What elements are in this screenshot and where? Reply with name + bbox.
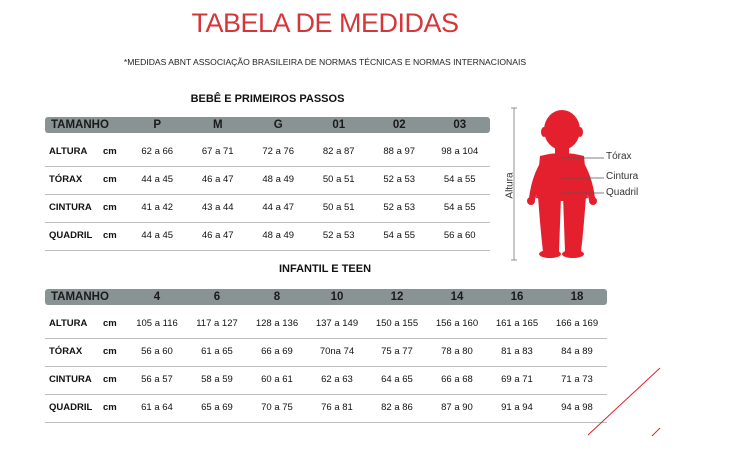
header-size-01: 01 — [332, 119, 346, 131]
row-label: ALTURA — [49, 318, 88, 329]
table-cell: 70na 74 — [319, 346, 355, 357]
header-size-02: 02 — [392, 119, 406, 131]
header-size-8: 8 — [273, 291, 281, 303]
header-size-16: 16 — [510, 291, 524, 303]
row-label: CINTURA — [49, 202, 92, 213]
table-cell: 62 a 66 — [141, 146, 174, 157]
teen-section-title: INFANTIL E TEEN — [278, 263, 372, 275]
table-header — [45, 289, 607, 305]
table-cell: 137 a 149 — [315, 318, 359, 329]
table-cell: 87 a 90 — [441, 402, 473, 413]
row-divider — [45, 194, 490, 195]
table-row — [45, 141, 490, 167]
header-size-G: G — [273, 119, 283, 131]
table-cell: 161 a 165 — [495, 318, 539, 329]
table-cell: 66 a 68 — [441, 374, 473, 385]
table-row — [45, 397, 607, 423]
table-cell: 67 a 71 — [201, 146, 234, 157]
row-label: CINTURA — [49, 374, 92, 385]
row-divider — [45, 394, 607, 395]
table-cell: 82 a 87 — [322, 146, 355, 157]
header-size-P: P — [153, 119, 162, 131]
table-cell: 46 a 47 — [201, 174, 234, 185]
table-cell: 117 a 127 — [196, 318, 238, 329]
table-cell: 78 a 80 — [441, 346, 473, 357]
table-cell: 91 a 94 — [501, 402, 533, 413]
row-unit: cm — [103, 402, 117, 413]
table-cell: 71 a 73 — [561, 374, 593, 385]
table-cell: 56 a 57 — [141, 374, 173, 385]
height-label: Altura — [504, 172, 516, 199]
table-cell: 150 a 155 — [375, 318, 419, 329]
row-unit: cm — [103, 146, 117, 157]
table-cell: 54 a 55 — [443, 202, 476, 213]
table-cell: 81 a 83 — [501, 346, 533, 357]
table-row — [45, 341, 607, 367]
header-size-18: 18 — [570, 291, 584, 303]
row-unit: cm — [103, 174, 117, 185]
table-header — [45, 117, 490, 133]
header-size-14: 14 — [450, 291, 464, 303]
row-unit: cm — [103, 374, 117, 385]
table-cell: 70 a 75 — [261, 402, 293, 413]
table-cell: 82 a 86 — [381, 402, 413, 413]
header-size-label: TAMANHO — [51, 119, 109, 131]
header-size-6: 6 — [213, 291, 221, 303]
row-unit: cm — [103, 318, 117, 329]
waist-label: Cintura — [606, 171, 639, 182]
header-size-12: 12 — [390, 291, 404, 303]
table-cell: 60 a 61 — [261, 374, 293, 385]
row-divider — [45, 338, 607, 339]
table-row — [45, 369, 607, 395]
header-size-label: TAMANHO — [51, 291, 109, 303]
row-label: QUADRIL — [49, 402, 93, 413]
row-unit: cm — [103, 230, 117, 241]
table-cell: 75 a 77 — [381, 346, 413, 357]
standards-note: *MEDIDAS ABNT ASSOCIAÇÃO BRASILEIRA DE NORMAS TÉCNICAS E NORMAS INTERNACIONAIS — [123, 57, 527, 67]
header-size-4: 4 — [153, 291, 161, 303]
table-cell: 76 a 81 — [321, 402, 353, 413]
table-row — [45, 197, 490, 223]
table-cell: 72 a 76 — [262, 146, 295, 157]
table-cell: 48 a 49 — [262, 230, 295, 241]
row-label: TÓRAX — [49, 346, 83, 357]
table-cell: 62 a 63 — [321, 374, 353, 385]
decorative-red-lines — [560, 360, 742, 453]
table-cell: 166 a 169 — [555, 318, 599, 329]
table-row — [45, 225, 490, 251]
row-divider — [45, 250, 490, 251]
hip-label: Quadril — [606, 187, 639, 198]
table-cell: 65 a 69 — [201, 402, 233, 413]
table-cell: 44 a 45 — [141, 230, 174, 241]
table-cell: 54 a 55 — [383, 230, 416, 241]
table-cell: 50 a 51 — [322, 202, 355, 213]
table-cell: 41 a 42 — [141, 202, 174, 213]
table-cell: 88 a 97 — [383, 146, 416, 157]
child-measurement-figure — [500, 100, 660, 270]
header-size-03: 03 — [453, 119, 467, 131]
chest-label: Tórax — [606, 151, 632, 162]
baby-size-table — [45, 117, 490, 252]
table-cell: 52 a 53 — [383, 174, 416, 185]
table-cell: 48 a 49 — [262, 174, 295, 185]
row-unit: cm — [103, 346, 117, 357]
row-divider — [45, 422, 607, 423]
table-cell: 69 a 71 — [501, 374, 533, 385]
table-cell: 52 a 53 — [322, 230, 355, 241]
teen-size-table — [45, 289, 607, 424]
header-size-10: 10 — [330, 291, 344, 303]
table-row — [45, 313, 607, 339]
row-unit: cm — [103, 202, 117, 213]
table-cell: 50 a 51 — [322, 174, 355, 185]
row-label: TÓRAX — [49, 174, 83, 185]
table-cell: 54 a 55 — [443, 174, 476, 185]
table-cell: 46 a 47 — [201, 230, 234, 241]
table-cell: 58 a 59 — [201, 374, 233, 385]
row-divider — [45, 166, 490, 167]
header-size-M: M — [212, 119, 223, 131]
row-label: QUADRIL — [49, 230, 93, 241]
table-cell: 44 a 45 — [141, 174, 174, 185]
table-cell: 43 a 44 — [201, 202, 234, 213]
table-cell: 98 a 104 — [441, 146, 479, 157]
table-cell: 156 a 160 — [435, 318, 479, 329]
row-divider — [45, 222, 490, 223]
table-cell: 64 a 65 — [381, 374, 413, 385]
table-cell: 56 a 60 — [443, 230, 476, 241]
table-cell: 128 a 136 — [255, 318, 299, 329]
table-cell: 52 a 53 — [383, 202, 416, 213]
row-divider — [45, 366, 607, 367]
table-cell: 66 a 69 — [261, 346, 293, 357]
table-cell: 61 a 65 — [201, 346, 233, 357]
baby-section-title: BEBÊ E PRIMEIROS PASSOS — [190, 93, 345, 105]
table-row — [45, 169, 490, 195]
table-cell: 105 a 116 — [136, 318, 178, 329]
table-cell: 61 a 64 — [141, 402, 173, 413]
table-cell: 84 a 89 — [561, 346, 593, 357]
table-cell: 94 a 98 — [561, 402, 593, 413]
row-label: ALTURA — [49, 146, 88, 157]
table-cell: 56 a 60 — [141, 346, 173, 357]
table-cell: 44 a 47 — [262, 202, 295, 213]
child-silhouette-icon — [500, 100, 660, 270]
page-title: TABELA DE MEDIDAS — [191, 8, 459, 38]
